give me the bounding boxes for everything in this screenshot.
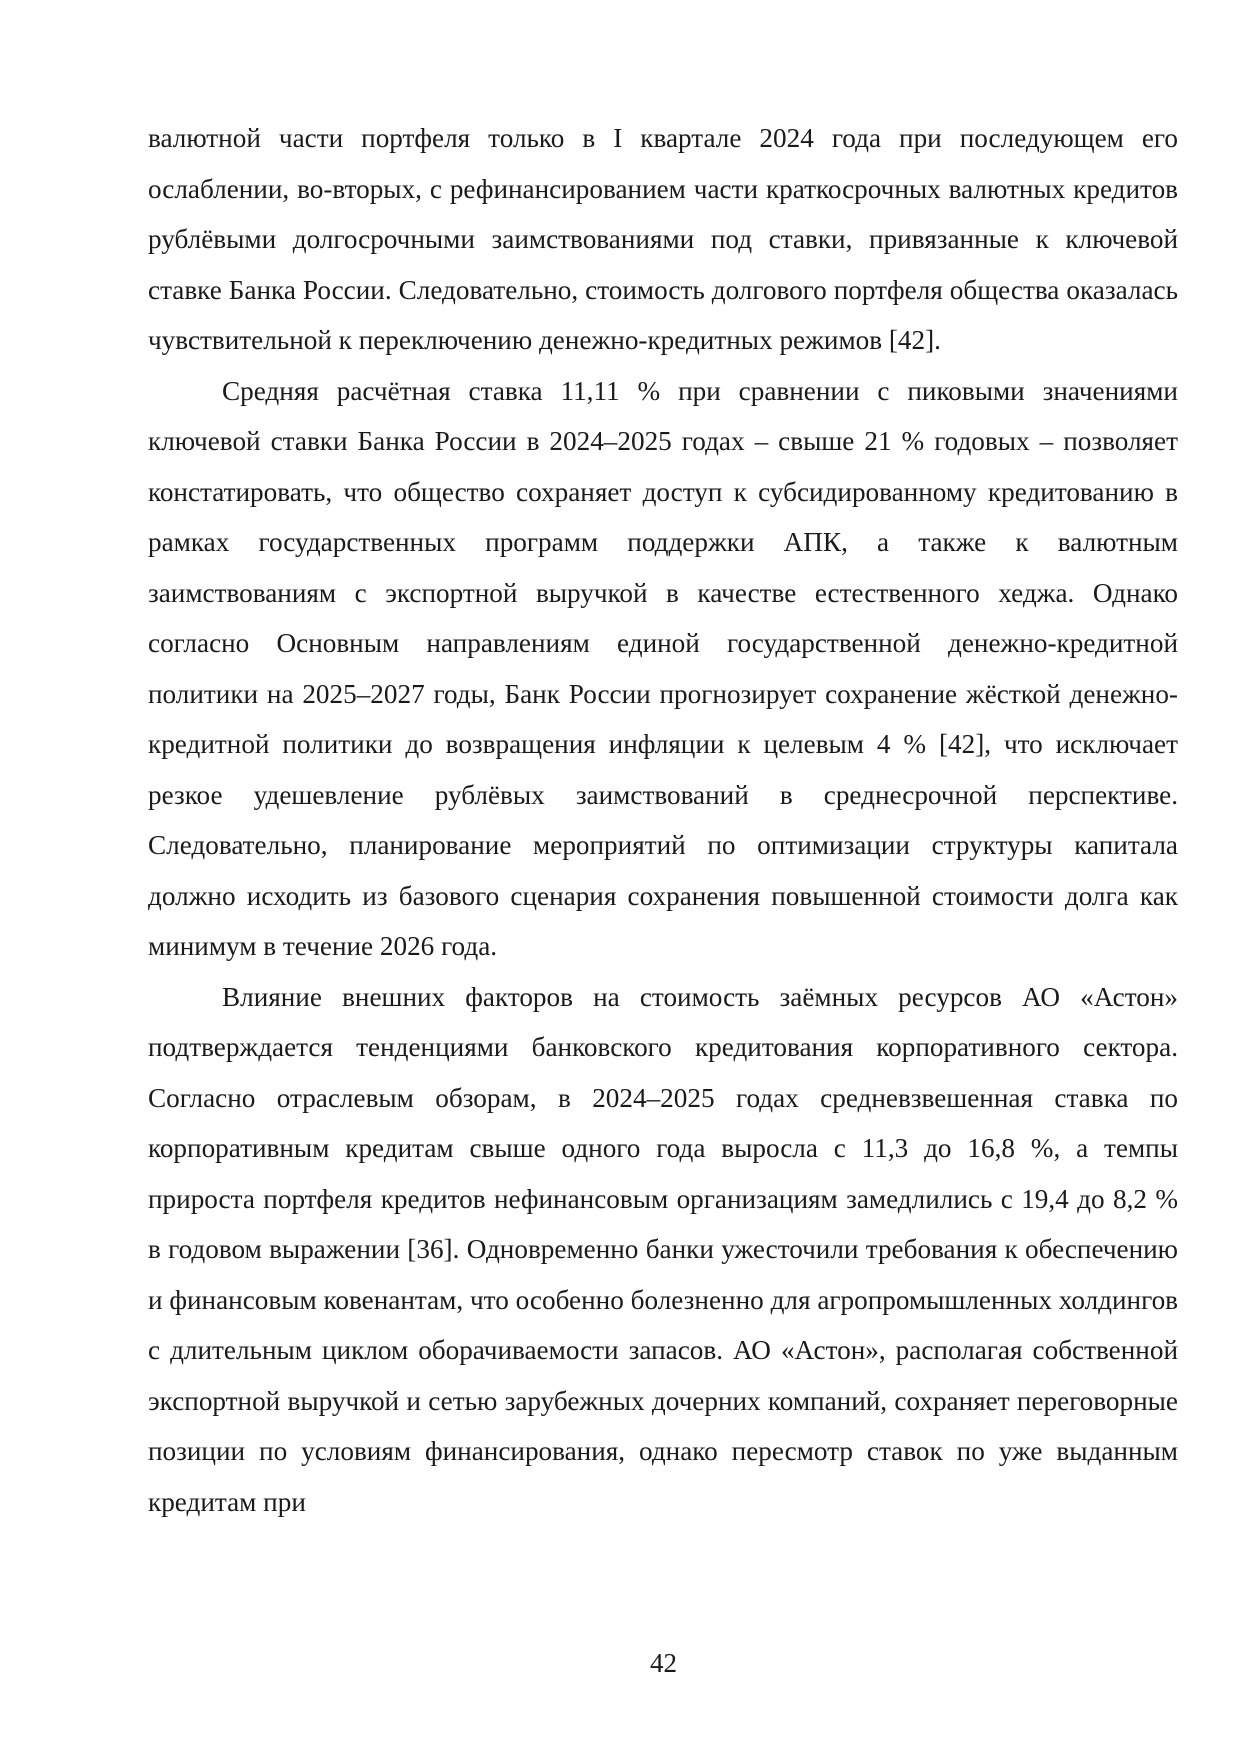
page-number: 42 — [650, 1648, 677, 1678]
paragraph-3: Влияние внешних факторов на стоимость заёмных ресурсов АО «Астон» подтверждается тенденциями банковского кредитования корпоративного сектора. Согласно отраслевым обзорам, в 2024–2025 годах средневзвешенная ставка по корпоративным кредитам свыше одного года выросла с 11,3 до 16,8 %, а темпы прироста портфеля кредитов нефинансовым организациям замедлились с 19,4 до 8,2 % в годовом выражении [36]. Одновременно банки ужесточили требования к обеспечению и финансовым ковенантам, что особенно болезненно для агропромышленных холдингов с длительным циклом оборачиваемости запасов. АО «Астон», располагая собственной экспортной выручкой и сетью зарубежных дочерних компаний, сохраняет переговорные позиции по условиям финансирования, однако пересмотр ставок по уже выданным кредитам при — [148, 981, 1178, 1517]
page-body — [148, 113, 1178, 1527]
paragraph-2: Средняя расчётная ставка 11,11 % при сравнении с пиковыми значениями ключевой ставки Банка России в 2024–2025 годах – свыше 21 % годовых – позволяет констатировать, что общество сохраняет доступ к субсидированному кредитованию в рамках государственных программ поддержки АПК, а также к валютным заимствованиям с экспортной выручкой в качестве естественного хеджа. Однако согласно Основным направлениям единой государственной денежно-кредитной политики на 2025–2027 годы, Банк России прогнозирует сохранение жёсткой денежно-кредитной политики до возвращения инфляции к целевым 4 % [42], что исключает резкое удешевление рублёвых заимствований в среднесрочной перспективе. Следовательно, планирование мероприятий по оптимизации структуры капитала должно исходить из базового сценария сохранения повышенной стоимости долга как минимум в течение 2026 года. — [148, 375, 1178, 961]
paragraph-1: валютной части портфеля только в I квартале 2024 года при последующем его ослаблении, во-вторых, с рефинансированием части краткосрочных валютных кредитов рублёвыми долгосрочными заимствованиями под ставки, привязанные к ключевой ставке Банка России. Следовательно, стоимость долгового портфеля общества оказалась чувствительной к переключению денежно-кредитных режимов [42]. — [148, 123, 1178, 355]
